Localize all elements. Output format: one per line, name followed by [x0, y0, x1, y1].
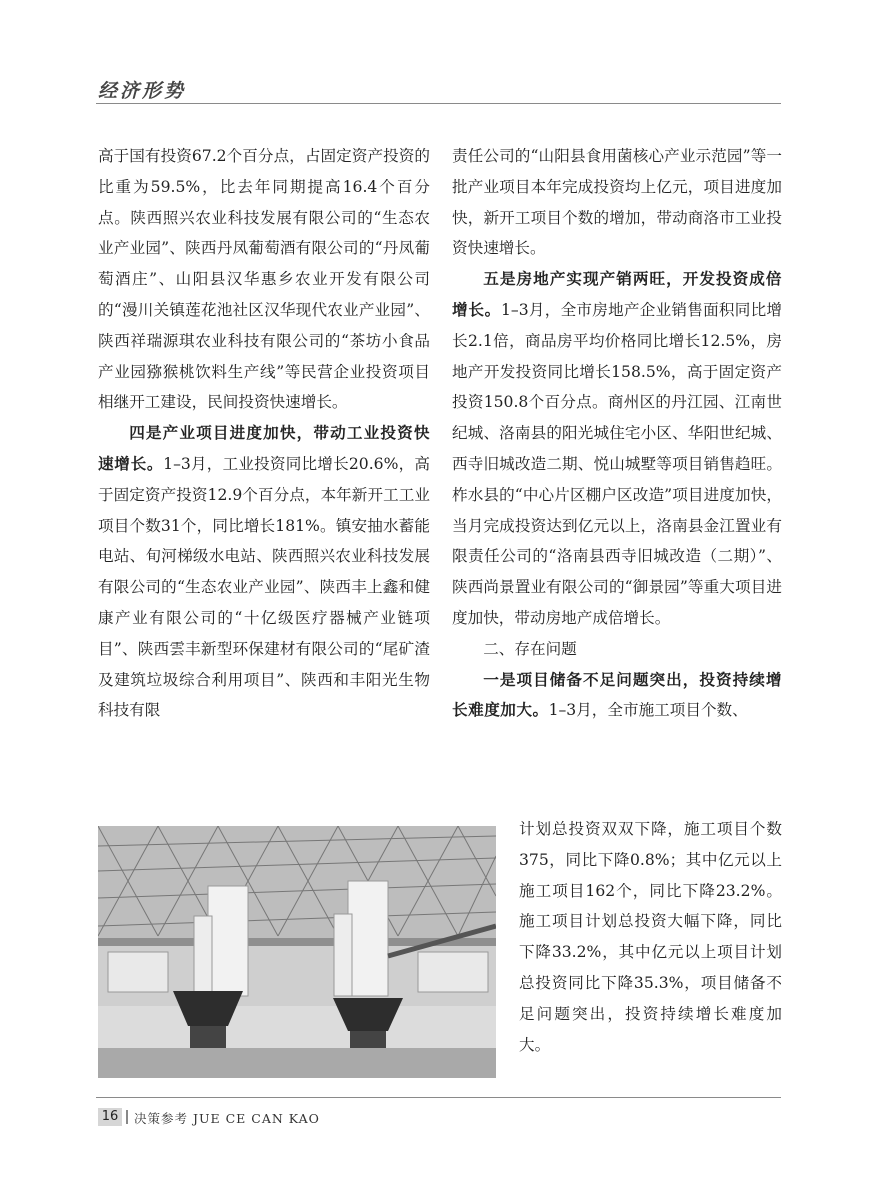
paragraph-body: 1–3月，全市施工项目个数、: [548, 701, 748, 720]
factory-interior-photo: [98, 826, 496, 1078]
wrapped-text-beside-photo: [519, 814, 782, 1060]
right-paragraph-3: [452, 665, 782, 727]
left-column: [98, 141, 430, 726]
paragraph-lead: 四是产业项目进度加快，带动工业投资快速增长。: [98, 423, 430, 473]
paragraph-body: 1–3月，工业投资同比增长20.6%，高于固定资产投资12.9个百分点，本年新开工工业项目个数31个，同比增长181%。镇安抽水蓄能电站、旬河梯级水电站、陕西照兴农业科技发展有限公司的“生态农业产业园”、陕西丰上鑫和健康产业有限公司的“十亿级医疗器械产业链项目”、陕西雲丰新型环保建材有限公司的“尾矿渣及建筑垃圾综合利用项目”、陕西和丰阳光生物科技有限: [98, 454, 430, 720]
right-paragraph-3-continued: 计划总投资双双下降，施工项目个数375，同比下降0.8%；其中亿元以上施工项目162个，同比下降23.2%。施工项目计划总投资大幅下降，同比下降33.2%，其中亿元以上项目计划总投资同比下降35.3%，项目储备不足问题突出，投资持续增长难度加大。: [519, 820, 782, 1054]
right-column: [452, 141, 782, 726]
left-paragraph-1: 高于国有投资67.2个百分点，占固定资产投资的比重为59.5%，比去年同期提高16.4个百分点。陕西照兴农业科技发展有限公司的“生态农业产业园”、陕西丹凤葡萄酒有限公司的“丹凤葡萄酒庄”、山阳县汉华惠乡农业开发有限公司的“漫川关镇莲花池社区汉华现代农业产业园”、陕西祥瑞源琪农业科技有限公司的“茶坊小食品产业园猕猴桃饮料生产线”等民营企业投资项目相继开工建设，民间投资快速增长。: [98, 147, 430, 412]
section-heading: 二、存在问题: [483, 639, 577, 658]
paragraph-body: 1–3月，全市房地产企业销售面积同比增长2.1倍，商品房平均价格同比增长12.5%，房地产开发投资同比增长158.5%，高于固定资产投资150.8个百分点。商州区的丹江园、江南世纪城、洛南县的阳光城住宅小区、华阳世纪城、西寺旧城改造二期、悦山城墅等项目销售趋旺。柞水县的“中心片区棚户区改造”项目进度加快，当月完成投资达到亿元以上，洛南县金江置业有限责任公司的“洛南县西寺旧城改造（二期）”、陕西尚景置业有限公司的“御景园”等重大项目进度加快，带动房地产成倍增长。: [452, 300, 782, 627]
paragraph-lead: 一是项目储备不足问题突出，投资持续增长难度加大。: [452, 669, 782, 720]
section-title: 经济形势: [98, 80, 187, 102]
footer-separator: [126, 1110, 128, 1124]
right-paragraph-2: [452, 264, 782, 634]
factory-illustration: [98, 826, 496, 1078]
magazine-title: 决策参考 JUE CE CAN KAO: [134, 1111, 320, 1126]
footer-divider: [96, 1097, 781, 1098]
header-divider: [96, 103, 781, 104]
page-number: 16: [98, 1108, 122, 1126]
paragraph-lead: 五是房地产实现产销两旺，开发投资成倍增长。: [452, 269, 782, 319]
left-paragraph-2: [98, 418, 430, 726]
right-paragraph-1: 责任公司的“山阳县食用菌核心产业示范园”等一批产业项目本年完成投资均上亿元，项目进度加快，新开工项目个数的增加，带动商洛市工业投资快速增长。: [452, 147, 782, 258]
